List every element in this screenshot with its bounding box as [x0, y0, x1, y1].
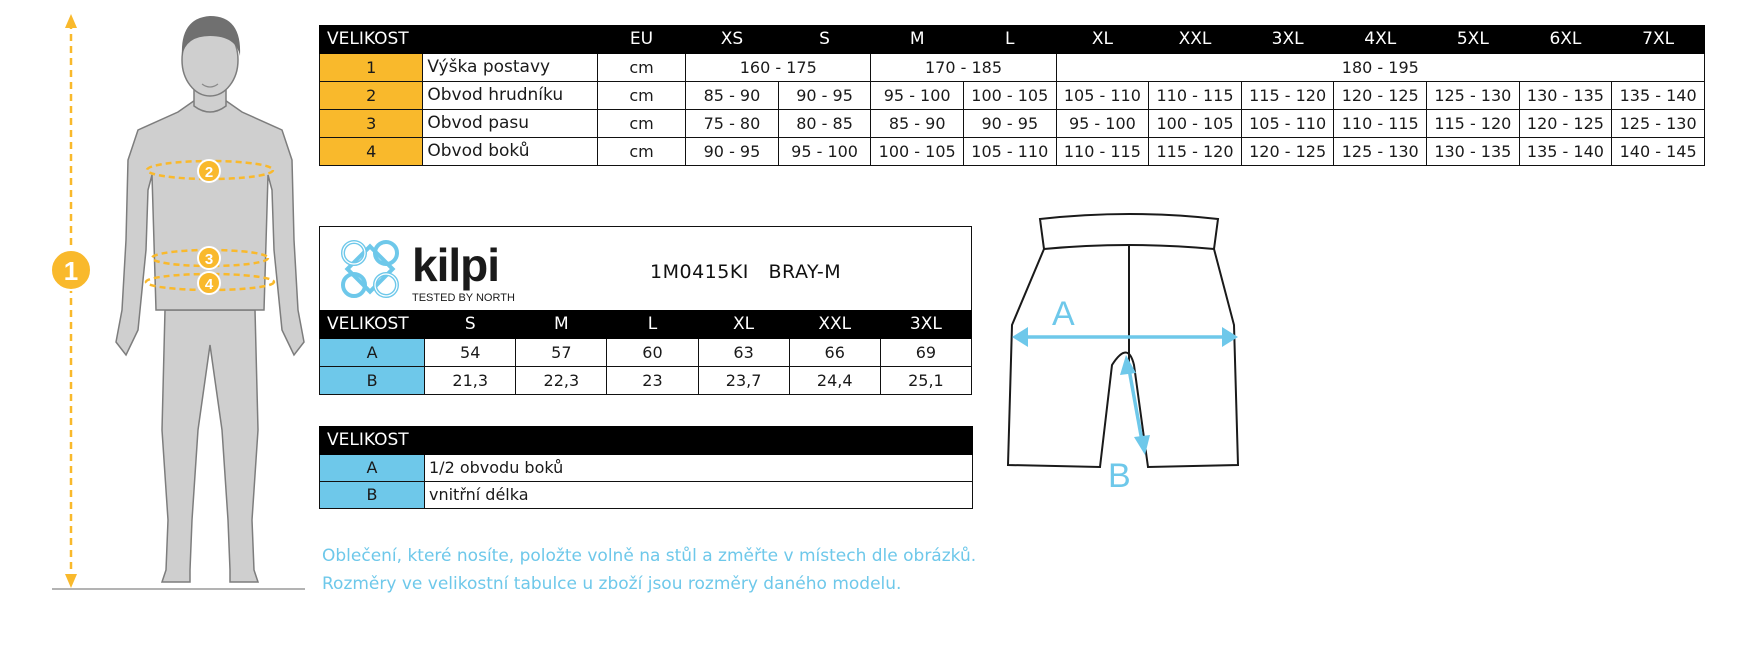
marker-2: [198, 160, 220, 182]
svg-text:TESTED BY NORTH: TESTED BY NORTH: [412, 292, 515, 304]
header-l: L: [963, 26, 1056, 54]
row-number: 4: [320, 138, 423, 166]
value-cell: 115 - 120: [1427, 110, 1520, 138]
value-cell: 140 - 145: [1612, 138, 1705, 166]
marker-4: [198, 272, 220, 294]
label-a: A: [1052, 295, 1075, 333]
model-header-xl: XL: [698, 311, 789, 339]
value-cell: 135 - 140: [1612, 82, 1705, 110]
legend-header: VELIKOST: [320, 427, 973, 455]
header-3xl: 3XL: [1241, 26, 1334, 54]
value-cell: 115 - 120: [1149, 138, 1242, 166]
row-number: 3: [320, 110, 423, 138]
model-header-s: S: [425, 311, 516, 339]
value-cell: 105 - 110: [1241, 110, 1334, 138]
value-cell: 130 - 135: [1519, 82, 1612, 110]
model-row-label: B: [320, 367, 425, 395]
body-silhouette: [116, 24, 304, 582]
value-cell: 160 - 175: [686, 54, 871, 82]
model-header-m: M: [516, 311, 607, 339]
svg-text:1: 1: [63, 256, 79, 286]
measurement-name: Obvod pasu: [423, 110, 597, 138]
header-7xl: 7XL: [1612, 26, 1705, 54]
value-cell: 170 - 185: [871, 54, 1056, 82]
measurement-legend: [319, 426, 973, 509]
value-cell: 135 - 140: [1519, 138, 1612, 166]
value-cell: 110 - 115: [1149, 82, 1242, 110]
unit-cell: cm: [597, 110, 685, 138]
model-value-cell: 24,4: [789, 367, 880, 395]
model-row: [320, 367, 972, 395]
value-cell: 115 - 120: [1241, 82, 1334, 110]
value-cell: 180 - 195: [1056, 54, 1704, 82]
model-header-3xl: 3XL: [880, 311, 971, 339]
value-cell: 90 - 95: [778, 82, 871, 110]
value-cell: 95 - 100: [778, 138, 871, 166]
model-value-cell: 66: [789, 339, 880, 367]
unit-cell: cm: [597, 138, 685, 166]
measurement-name: Výška postavy: [423, 54, 597, 82]
model-header: [319, 226, 972, 310]
svg-text:4: 4: [204, 276, 214, 293]
model-row-label: A: [320, 339, 425, 367]
measure-a-arrow: [1012, 327, 1238, 347]
value-cell: 110 - 115: [1056, 138, 1149, 166]
model-value-cell: 23: [607, 367, 698, 395]
model-code: 1M0415KI BRAY-M: [650, 261, 842, 283]
value-cell: 95 - 100: [1056, 110, 1149, 138]
header-eu: EU: [597, 26, 685, 54]
unit-cell: cm: [597, 54, 685, 82]
model-value-cell: 60: [607, 339, 698, 367]
value-cell: 120 - 125: [1334, 82, 1427, 110]
model-value-cell: 23,7: [698, 367, 789, 395]
value-cell: 85 - 90: [686, 82, 779, 110]
value-cell: 90 - 95: [686, 138, 779, 166]
marker-3: [198, 247, 220, 269]
model-row: [320, 339, 972, 367]
value-cell: 80 - 85: [778, 110, 871, 138]
value-cell: 130 - 135: [1427, 138, 1520, 166]
model-value-cell: 63: [698, 339, 789, 367]
legend-text-b: vnitřní délka: [425, 482, 973, 509]
value-cell: 85 - 90: [871, 110, 964, 138]
value-cell: 120 - 125: [1241, 138, 1334, 166]
value-cell: 110 - 115: [1334, 110, 1427, 138]
model-value-cell: 21,3: [425, 367, 516, 395]
size-table: [319, 25, 1705, 166]
value-cell: 125 - 130: [1334, 138, 1427, 166]
model-header-l: L: [607, 311, 698, 339]
header-m: M: [871, 26, 964, 54]
value-cell: 100 - 105: [871, 138, 964, 166]
header-4xl: 4XL: [1334, 26, 1427, 54]
model-value-cell: 54: [425, 339, 516, 367]
shorts-diagram: [1000, 205, 1270, 495]
row-number: 1: [320, 54, 423, 82]
value-cell: 125 - 130: [1612, 110, 1705, 138]
kilpi-logo: [330, 229, 520, 309]
unit-cell: cm: [597, 82, 685, 110]
value-cell: 75 - 80: [686, 110, 779, 138]
model-size-table: [319, 310, 972, 395]
model-note: Rozměry ve velikostní tabulce u zboží jsou rozměry daného modelu.: [322, 574, 902, 594]
value-cell: 125 - 130: [1427, 82, 1520, 110]
header-s: S: [778, 26, 871, 54]
legend-text-a: 1/2 obvodu boků: [425, 455, 973, 482]
header-xxl: XXL: [1149, 26, 1242, 54]
value-cell: 100 - 105: [1149, 110, 1242, 138]
model-value-cell: 57: [516, 339, 607, 367]
value-cell: 95 - 100: [871, 82, 964, 110]
measurement-name: Obvod hrudníku: [423, 82, 597, 110]
header-xl: XL: [1056, 26, 1149, 54]
model-header-velikost: VELIKOST: [320, 311, 425, 339]
model-value-cell: 69: [880, 339, 971, 367]
measurement-name: Obvod boků: [423, 138, 597, 166]
legend-label-a: A: [320, 455, 425, 482]
header-xs: XS: [686, 26, 779, 54]
value-cell: 100 - 105: [963, 82, 1056, 110]
header-5xl: 5XL: [1427, 26, 1520, 54]
value-cell: 120 - 125: [1519, 110, 1612, 138]
marker-1: [51, 250, 91, 290]
size-row: [320, 54, 1705, 82]
body-measurement-figure: [30, 10, 320, 610]
value-cell: 90 - 95: [963, 110, 1056, 138]
legend-label-b: B: [320, 482, 425, 509]
size-row: [320, 138, 1705, 166]
model-value-cell: 25,1: [880, 367, 971, 395]
svg-text:2: 2: [204, 164, 214, 181]
model-header-xxl: XXL: [789, 311, 880, 339]
instruction-note: Oblečení, které nosíte, položte volně na stůl a změřte v místech dle obrázků.: [322, 546, 977, 566]
svg-text:3: 3: [204, 251, 214, 268]
value-cell: 105 - 110: [963, 138, 1056, 166]
size-row: [320, 82, 1705, 110]
row-number: 2: [320, 82, 423, 110]
header-velikost: VELIKOST: [320, 26, 598, 54]
model-value-cell: 22,3: [516, 367, 607, 395]
size-row: [320, 110, 1705, 138]
value-cell: 105 - 110: [1056, 82, 1149, 110]
label-b: B: [1108, 457, 1131, 495]
header-6xl: 6XL: [1519, 26, 1612, 54]
svg-text:kilpi: kilpi: [412, 239, 500, 291]
